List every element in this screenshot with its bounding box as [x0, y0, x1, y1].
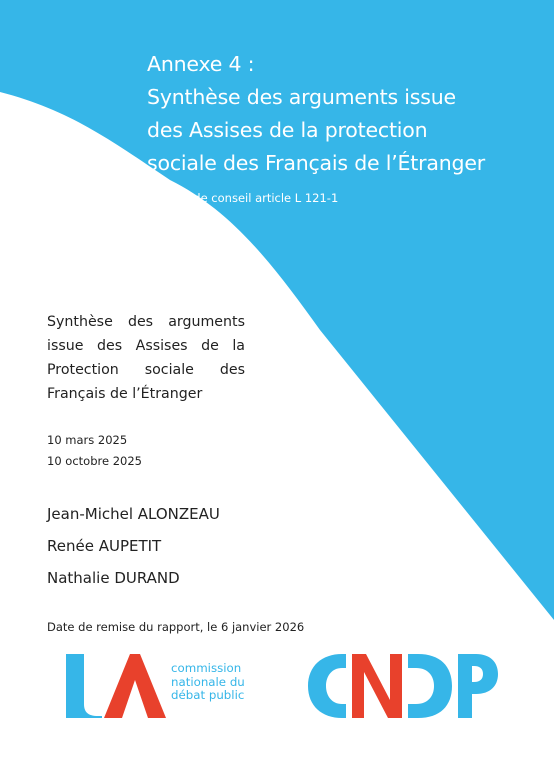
annex-title-line: Synthèse des arguments issue	[147, 85, 456, 109]
word: des	[96, 338, 123, 354]
logo-text-line: commission	[171, 661, 242, 675]
word: arguments	[168, 314, 245, 330]
word: issue	[47, 338, 84, 354]
cndp-logo-text	[171, 662, 245, 703]
report-date: Date de remise du rapport, le 6 janvier 2026	[47, 620, 305, 634]
annex-title	[147, 48, 547, 180]
title-separator	[147, 183, 159, 185]
synthesis-line	[47, 358, 245, 382]
mission-subtitle: Mission de conseil article L 121-1	[147, 191, 339, 205]
synthesis-title	[47, 310, 245, 406]
author-name: Jean-Michel ALONZEAU	[47, 505, 220, 523]
authors-list	[47, 498, 220, 594]
word: des	[127, 314, 154, 330]
word: la	[232, 338, 245, 354]
logo-text-line: nationale du	[171, 674, 245, 689]
cndp-logo	[60, 650, 500, 722]
date-start: 10 mars 2025	[47, 433, 128, 447]
date-end: 10 octobre 2025	[47, 454, 142, 468]
cndp-mark-icon	[308, 654, 498, 718]
word: Français de l’Étranger	[47, 386, 203, 402]
session-dates	[47, 430, 142, 472]
author-name: Renée AUPETIT	[47, 537, 162, 555]
word: de	[201, 338, 219, 354]
la-mark-icon	[66, 654, 166, 718]
word: sociale	[144, 362, 194, 378]
word: Assises	[135, 338, 188, 354]
author-name: Nathalie DURAND	[47, 569, 180, 587]
word: Synthèse	[47, 314, 113, 330]
word: Protection	[47, 362, 119, 378]
word: des	[219, 362, 245, 378]
annex-title-line: sociale des Français de l’Étranger	[147, 151, 485, 175]
synthesis-line	[47, 382, 245, 406]
annex-title-line: Annexe 4 :	[147, 52, 255, 76]
logo-text-line: débat public	[171, 688, 245, 702]
synthesis-line	[47, 334, 245, 358]
annex-title-line: des Assises de la protection	[147, 118, 428, 142]
synthesis-line	[47, 310, 245, 334]
